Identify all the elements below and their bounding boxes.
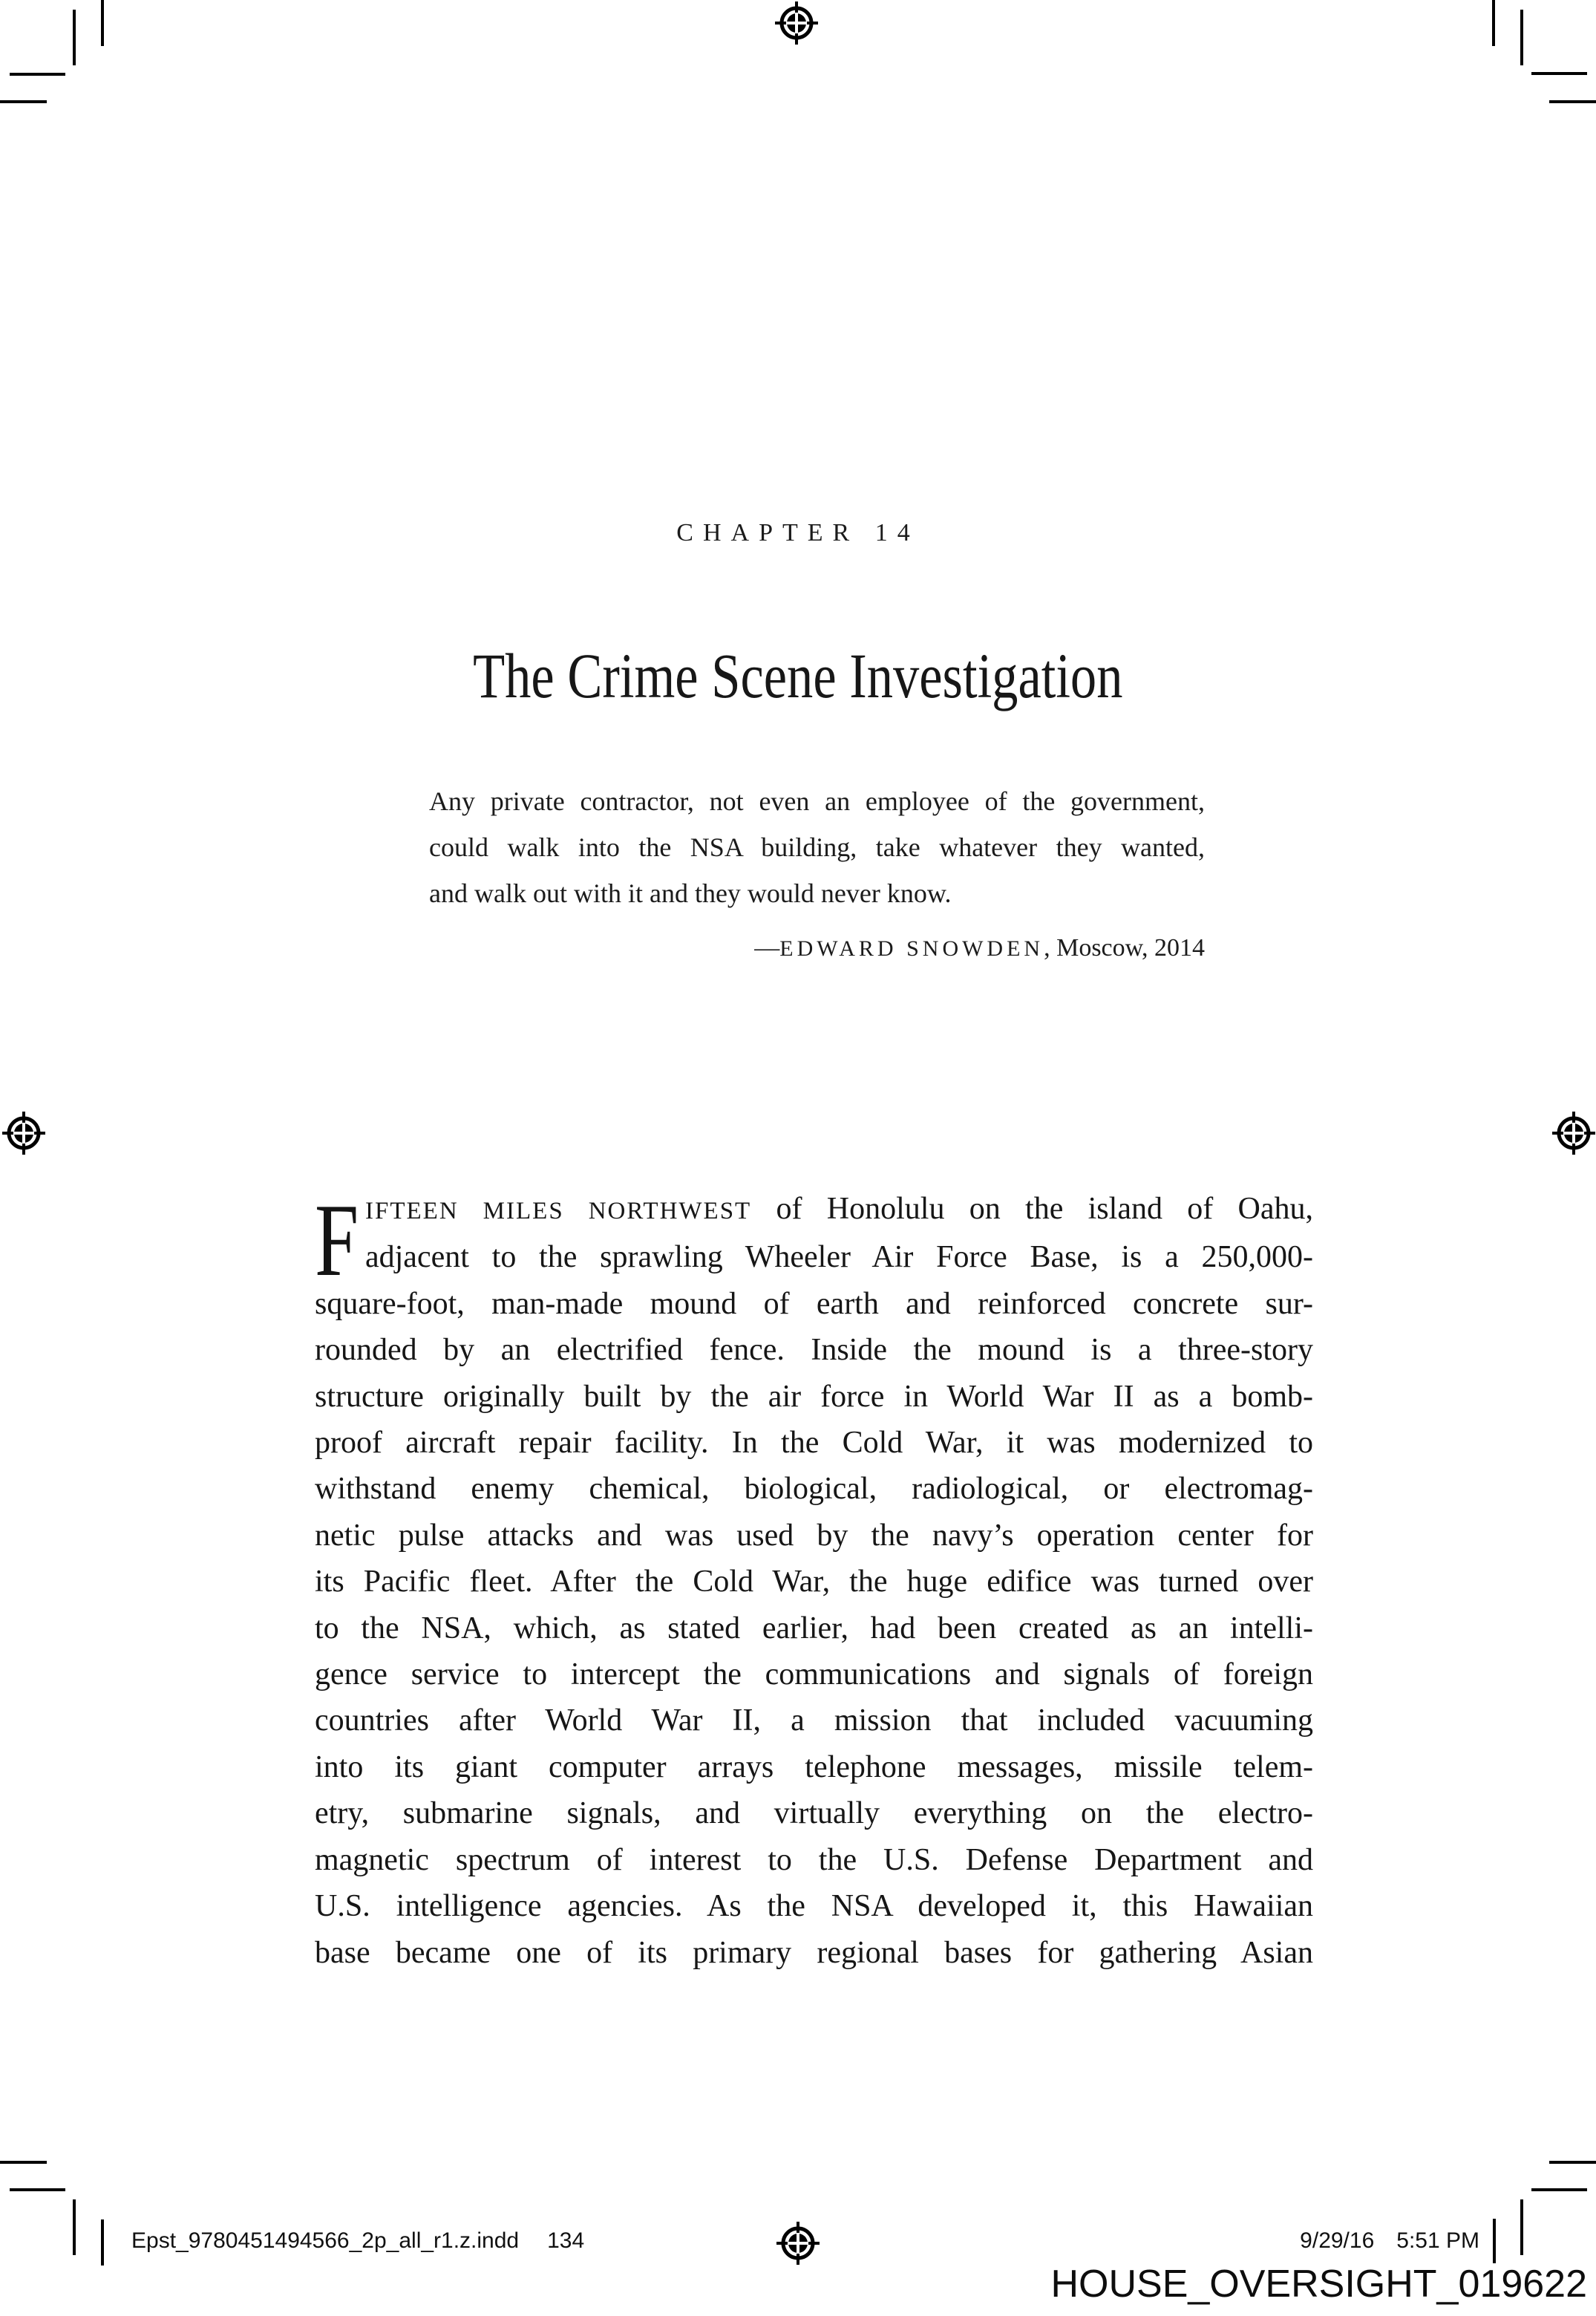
crop-mark (1531, 2188, 1587, 2191)
crop-mark (1520, 10, 1523, 65)
body-line: its Pacific fleet. After the Cold War, the huge edifice was turned over (315, 1565, 1313, 1599)
body-line: proof aircraft repair facility. In the Cold War, it was modernized to (315, 1426, 1313, 1461)
body-line: etry, submarine signals, and virtually everything on the electro- (315, 1796, 1313, 1831)
chapter-title-text: The Crime Scene Investigation (473, 640, 1123, 711)
crop-mark (0, 100, 47, 103)
epigraph-line: Any private contractor, not even an employee of the government, (429, 786, 1205, 816)
epigraph-attribution (429, 925, 1205, 972)
registration-target-icon (2, 1112, 45, 1155)
epigraph-line: and walk out with it and they would never know. (429, 878, 952, 908)
epigraph (429, 778, 1205, 916)
body-line: to the NSA, which, as stated earlier, had been created as an intelli- (315, 1611, 1313, 1645)
lead-small-caps: IFTEEN MILES NORTHWEST (365, 1198, 752, 1224)
crop-mark (73, 10, 76, 65)
body-line: into its giant computer arrays telephone messages, missile telem- (315, 1749, 1313, 1784)
crop-mark (1549, 100, 1596, 103)
crop-mark (1493, 2219, 1496, 2263)
body-line: gence service to intercept the communications and signals of foreign (315, 1657, 1313, 1692)
crop-mark (0, 2161, 47, 2164)
body-line: square-foot, man-made mound of earth and reinforced concrete sur- (315, 1286, 1313, 1321)
body-line-text: of Honolulu on the island of Oahu, (751, 1192, 1314, 1226)
bates-stamp: HOUSE_OVERSIGHT_019622 (1050, 2263, 1587, 2306)
body-line: structure originally built by the air force in World War II as a bomb- (315, 1379, 1313, 1414)
crop-mark (10, 2188, 65, 2191)
crop-mark (1531, 72, 1587, 75)
chapter-title (0, 640, 1596, 711)
print-datetime (1300, 2228, 1479, 2254)
body-line: rounded by an electrified fence. Inside the mound is a three-story (315, 1333, 1313, 1368)
slug-page-number: 134 (547, 2228, 585, 2253)
attribution-suffix: , Moscow, 2014 (1044, 934, 1205, 962)
crop-mark (73, 2199, 76, 2255)
slug-filename: Epst_9780451494566_2p_all_r1.z.indd (131, 2228, 520, 2253)
crop-mark (101, 2219, 104, 2266)
crop-mark (101, 0, 104, 46)
epigraph-line: could walk into the NSA building, take whatever they wanted, (429, 832, 1205, 862)
body-paragraph (315, 1183, 1314, 1976)
attribution-name: EDWARD SNOWDEN (779, 936, 1044, 961)
crop-mark (10, 73, 65, 76)
body-line: adjacent to the sprawling Wheeler Air Force Base, is a 250,000- (365, 1240, 1313, 1275)
body-line (315, 1186, 1313, 1234)
print-time: 5:51 PM (1396, 2228, 1479, 2253)
body-line: withstand enemy chemical, biological, radiological, or electromag- (315, 1472, 1313, 1507)
drop-cap: F (315, 1183, 359, 1298)
body-line: U.S. intelligence agencies. As the NSA developed it, this Hawaiian (315, 1889, 1313, 1924)
registration-target-icon (776, 2222, 820, 2265)
registration-target-icon (1552, 1112, 1595, 1155)
body-line: countries after World War II, a mission that included vacuuming (315, 1703, 1313, 1738)
body-line: magnetic spectrum of interest to the U.S. Defense Department and (315, 1842, 1313, 1877)
attribution-dash: — (754, 934, 780, 962)
body-line: netic pulse attacks and was used by the navy’s operation center for (315, 1518, 1313, 1553)
crop-mark (1549, 2161, 1596, 2164)
crop-mark (1520, 2199, 1523, 2255)
body-line: base became one of its primary regional bases for gathering Asian (315, 1935, 1313, 1970)
slug-line (131, 2228, 584, 2254)
chapter-label: CHAPTER 14 (676, 519, 920, 547)
registration-target-icon (775, 1, 818, 45)
print-date: 9/29/16 (1300, 2228, 1375, 2253)
crop-mark (1492, 0, 1495, 46)
